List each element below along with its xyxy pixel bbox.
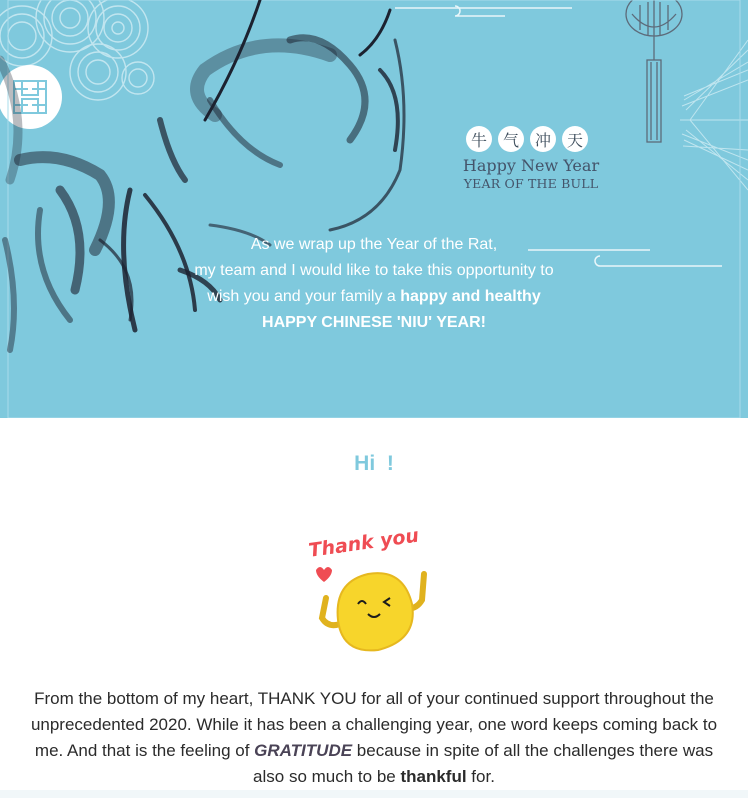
- char-badge: 气: [498, 126, 524, 152]
- gratitude-word: GRATITUDE: [254, 741, 353, 760]
- greeting-exclaim: !: [386, 452, 394, 475]
- char-badge: 天: [562, 126, 588, 152]
- sunburst-icon: [680, 40, 748, 190]
- thankful-word: thankful: [400, 767, 467, 786]
- lantern-icon: [626, 0, 682, 142]
- body-text: From the bottom of my heart, THANK YOU for all of your continued support throughout the unprecedented 2020. While it has been a challenging year, one word keeps coming back to me. And that is the feeling of: [30, 689, 718, 760]
- char-badge: 牛: [466, 126, 492, 152]
- message-line: HAPPY CHINESE 'NIU' YEAR!: [262, 314, 486, 331]
- message-text: wish you and your family a: [207, 288, 401, 305]
- body-text: for.: [466, 767, 495, 786]
- happy-new-year-text: Happy New Year: [462, 156, 600, 175]
- chinese-characters: [466, 126, 588, 152]
- thank-you-message: [24, 686, 724, 790]
- banner-message: [0, 232, 748, 336]
- greeting-heading: [0, 452, 748, 476]
- greeting-hi: Hi: [354, 452, 376, 475]
- message-line: my team and I would like to take this opportunity to: [194, 262, 554, 279]
- blob-character-icon: [338, 573, 413, 650]
- char-badge: 冲: [530, 126, 556, 152]
- thank-you-text: Thank you: [307, 524, 421, 562]
- year-of-bull-text: YEAR OF THE BULL: [463, 176, 599, 191]
- heart-icon: [316, 567, 332, 582]
- message-bold-text: happy and healthy: [400, 288, 541, 305]
- message-line: As we wrap up the Year of the Rat,: [250, 236, 498, 253]
- body-text: because in spite of all the challenges there was also so much to be: [253, 741, 714, 786]
- message-line: [0, 284, 748, 310]
- thank-you-illustration: [298, 512, 448, 657]
- bottom-divider: [0, 790, 748, 798]
